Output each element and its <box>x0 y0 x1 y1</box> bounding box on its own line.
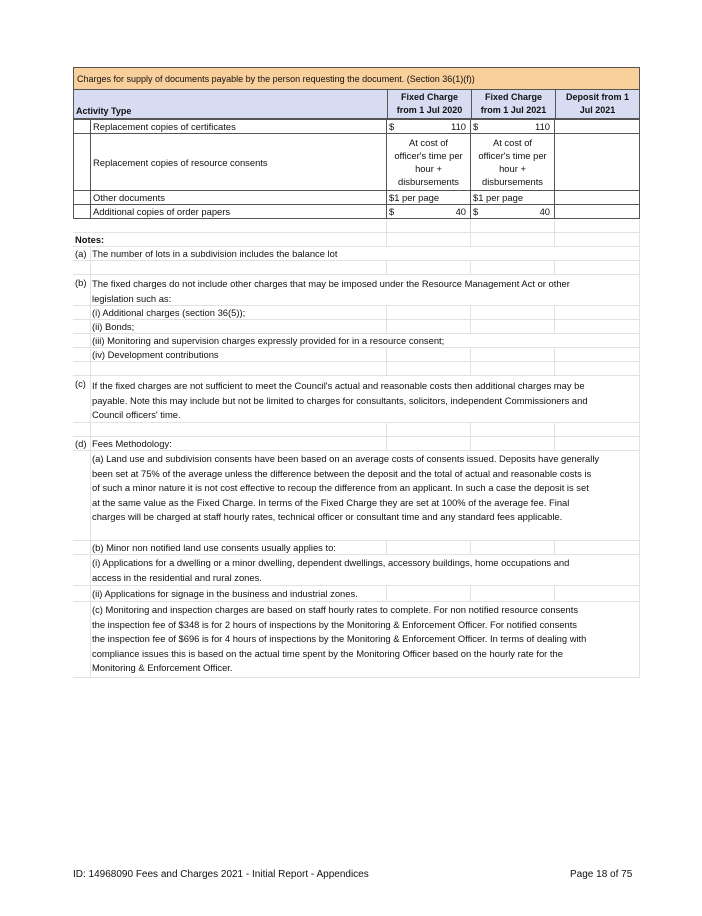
note-d-b-text: (b) Minor non notified land use consents usually applies to: <box>92 542 336 553</box>
amount-2021-cell: $ 40 <box>471 205 555 219</box>
note-c-label: (c) <box>75 378 86 389</box>
note-b-item: (iv) Development contributions <box>92 349 219 360</box>
amount-2021-cell: $1 per page <box>471 191 555 205</box>
note-b-item: (i) Additional charges (section 36(5)); <box>92 307 246 318</box>
note-d-a-text: (a) Land use and subdivision consents have been based on an average costs of consents issued. Deposits have generally been set at 75% of the average unless the difference between the deposit and the total of actual and reasonable costs is of such a minor nature it is not cost effective to recoup the difference from an applicant. In such a case the deposit is set at the same value as the Fixed Charge. In terms of the Fixed Charge they are set at 100% of the average fee. Final charges will be charged at staff hourly rates, technical officer or consultant time and any standard fees applicable. <box>92 453 600 522</box>
amount-2021-cell: $ 110 <box>471 120 555 134</box>
col-fixed-2020: Fixed Charge from 1 Jul 2020 <box>387 90 471 118</box>
note-c-text: If the fixed charges are not sufficient to meet the Council's actual and reasonable costs then additional charges may be payable. Note this may include but not be limited to charges for consultants, solicitors, independent Commissioners and Council officers' time. <box>92 380 588 420</box>
table-row <box>74 191 640 205</box>
charges-table <box>73 119 640 219</box>
activity-cell: Additional copies of order papers <box>91 205 387 219</box>
activity-cell: Replacement copies of resource consents <box>91 134 387 191</box>
col-activity-type: Activity Type <box>76 106 132 116</box>
deposit-cell <box>555 191 640 205</box>
note-b-item: (iii) Monitoring and supervision charges expressly provided for in a resource consent; <box>92 335 445 346</box>
activity-cell: Replacement copies of certificates <box>91 120 387 134</box>
col-deposit-2021: Deposit from 1 Jul 2021 <box>555 90 639 118</box>
deposit-cell <box>555 120 640 134</box>
note-b-text: The fixed charges do not include other charges that may be imposed under the Resource Management Act or other <box>92 278 570 289</box>
note-d-b-i-text: (i) Applications for a dwelling or a minor dwelling, dependent dwellings, accessory buildings, home occupations and access in the residential and rural zones. <box>92 557 570 583</box>
amount-2020-cell: $ 40 <box>387 205 471 219</box>
note-b-item: (ii) Bonds; <box>92 321 135 332</box>
deposit-cell <box>555 134 640 191</box>
note-d-heading: Fees Methodology: <box>92 438 172 449</box>
amount-2021-cell: At cost of officer's time per hour + disbursements <box>471 134 555 191</box>
footer-page-number: Page 18 of 75 <box>570 869 633 880</box>
table-row <box>74 134 640 191</box>
notes-section: Notes: (a) The number of lots in a subdivision includes the balance lot (b) The fixed charges do not include other charges that may be imposed under the Resource Management Act or other legislation such as: (i) Additional charges (section 36(5)); (ii) Bonds; (iii) Monitoring and supervision charges expressly provided for in a resource consent; (iv) Development contributions (c) If the fixed charges are not sufficient to meet the Council's actual and reasonable costs then additional charges may be payable. Note this may include but not be limited to charges for consultants, solicitors, independent Commissioners and Council officers' time. (d) Fees Methodology: (a) Land use and subdivision consents have been based on an average costs of consents issued. Deposits have generally been set at 75% of the average unless the difference between the deposit and the total of actual and reasonable costs is of such a minor nature it is not cost effective to recoup the difference from an applicant. In such a case the deposit is set at the same value as the Fixed Charge. In terms of the Fixed Charge they are set at 100% of the average fee. Final charges will be charged at staff hourly rates, technical officer or consultant time and any standard fees applicable. (b) Minor non notified land use consents usually applies to: (i) Applications for a dwelling or a minor dwelling, dependent dwellings, accessory buildings, home occupations and access in the residential and rural zones. (ii) Applications for signage in the business and industrial zones. (c) Monitoring and inspection charges are based on staff hourly rates to complete. For non notified resource consents the inspection fee of $348 is for 2 hours of inspections by the Monitoring & Enforcement Officer. For notified consents the inspection fee of $696 is for 4 hours of inspections by the Monitoring & Enforcement Officer. In terms of dealing with compliance issues this is based on the actual time spent by the Monitoring Officer based on the hourly rate for the Monitoring & Enforcement Officer. <box>73 219 640 678</box>
fees-sheet <box>73 67 640 678</box>
note-d-label: (d) <box>75 438 87 449</box>
deposit-cell <box>555 205 640 219</box>
table-row <box>74 205 640 219</box>
note-d-b-ii-text: (ii) Applications for signage in the business and industrial zones. <box>92 588 358 599</box>
note-a-label: (a) <box>75 248 87 259</box>
amount-2020-cell: $ 110 <box>387 120 471 134</box>
note-d-c-text: (c) Monitoring and inspection charges are based on staff hourly rates to complete. For non notified resource consents the inspection fee of $348 is for 2 hours of inspections by the Monitoring & Enforcement Officer. For notified consents the inspection fee of $696 is for 4 hours of inspections by the Monitoring & Enforcement Officer. In terms of dealing with compliance issues this is based on the actual time spent by the Monitoring Officer based on the hourly rate for the Monitoring & Enforcement Officer. <box>92 604 587 673</box>
table-row <box>74 120 640 134</box>
footer-doc-id: ID: 14968090 Fees and Charges 2021 - Initial Report - Appendices <box>73 869 369 880</box>
activity-cell: Other documents <box>91 191 387 205</box>
notes-heading: Notes: <box>75 234 105 245</box>
amount-2020-cell: $1 per page <box>387 191 471 205</box>
note-b-label: (b) <box>75 277 87 288</box>
section-title: Charges for supply of documents payable by the person requesting the document. (Section 36(1)(f)) <box>73 67 640 90</box>
note-a-text: The number of lots in a subdivision includes the balance lot <box>92 248 338 259</box>
column-header-row <box>73 90 640 119</box>
col-fixed-2021: Fixed Charge from 1 Jul 2021 <box>471 90 555 118</box>
amount-2020-cell: At cost of officer's time per hour + disbursements <box>387 134 471 191</box>
